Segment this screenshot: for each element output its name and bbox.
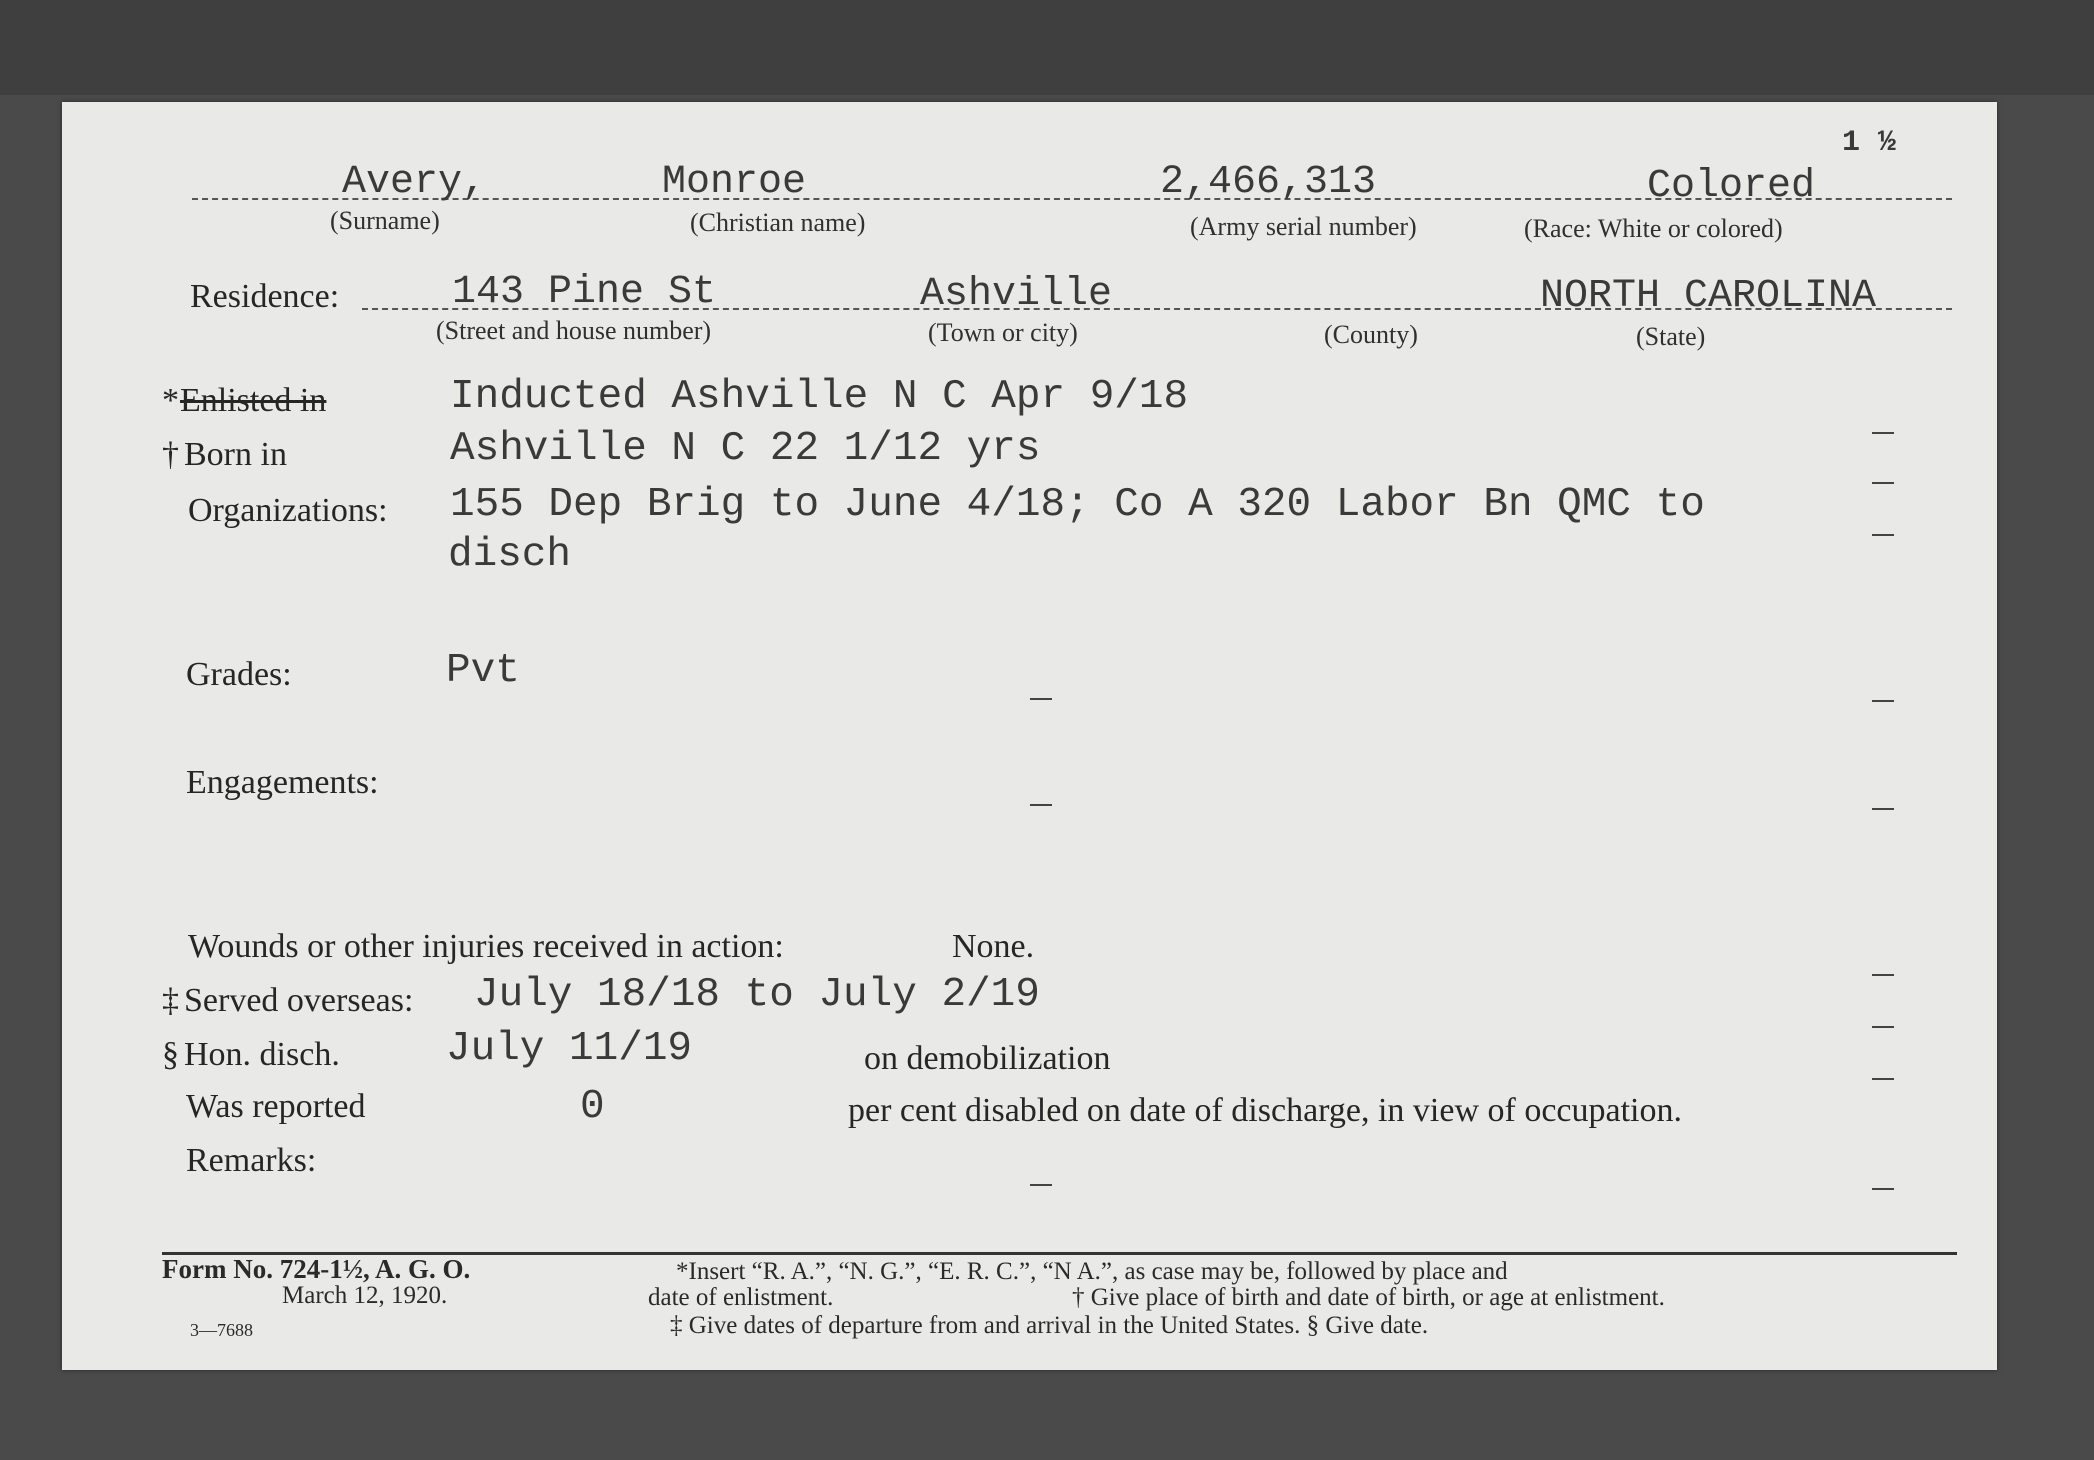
- enlisted-label: Enlisted in: [180, 382, 327, 419]
- discharge-mark: §: [162, 1036, 179, 1073]
- footnote-2a: date of enlistment.: [648, 1284, 834, 1311]
- disabled-text: per cent disabled on date of discharge, in view of occupation.: [848, 1092, 1682, 1129]
- state-caption: (State): [1636, 322, 1706, 351]
- record-card: [62, 102, 1997, 1370]
- organizations-line-1: 155 Dep Brig to June 4/18; Co A 320 Labor Bn QMC to: [450, 482, 1705, 528]
- margin-tick: [1872, 700, 1894, 702]
- army-serial-caption: (Army serial number): [1190, 212, 1417, 241]
- born-mark: †: [162, 436, 179, 473]
- grades-label: Grades:: [186, 656, 292, 693]
- enlisted-value: Inducted Ashville N C Apr 9/18: [450, 374, 1189, 420]
- organizations-label: Organizations:: [188, 492, 388, 529]
- overseas-value: July 18/18 to July 2/19: [474, 972, 1040, 1018]
- discharge-reason: on demobilization: [864, 1040, 1111, 1077]
- army-serial-value: 2,466,313: [1160, 160, 1377, 205]
- form-number: Form No. 724-1½, A. G. O.: [162, 1254, 471, 1284]
- engagements-label: Engagements:: [186, 764, 379, 801]
- discharge-value: July 11/19: [446, 1026, 693, 1072]
- reported-label: Was reported: [186, 1088, 366, 1125]
- margin-tick: [1872, 432, 1894, 434]
- form-date: March 12, 1920.: [282, 1282, 448, 1309]
- enlisted-mark: *: [162, 382, 179, 419]
- scan-background: [0, 0, 2094, 95]
- margin-tick: [1872, 808, 1894, 810]
- surname-value: Avery,: [342, 160, 487, 205]
- organizations-line-2: disch: [448, 532, 572, 578]
- town-value: Ashville: [920, 272, 1113, 317]
- overseas-mark: ‡: [162, 982, 179, 1019]
- street-value: 143 Pine St: [452, 270, 717, 315]
- card-number: 1 ½: [1842, 126, 1897, 160]
- margin-tick: [1030, 804, 1052, 806]
- margin-tick: [1030, 698, 1052, 700]
- margin-tick: [1872, 1026, 1894, 1028]
- residence-label: Residence:: [190, 278, 340, 315]
- print-code: 3—7688: [190, 1320, 253, 1340]
- footnote-3: ‡ Give dates of departure from and arrival in the United States. § Give date.: [670, 1312, 1429, 1339]
- grades-value: Pvt: [446, 648, 520, 694]
- discharge-label: Hon. disch.: [184, 1036, 340, 1073]
- christian-name-value: Monroe: [662, 160, 807, 205]
- margin-tick: [1872, 1188, 1894, 1190]
- race-value: Colored: [1647, 164, 1816, 209]
- street-caption: (Street and house number): [436, 316, 712, 345]
- town-caption: (Town or city): [928, 318, 1078, 347]
- margin-tick: [1872, 974, 1894, 976]
- county-caption: (County): [1324, 320, 1418, 349]
- margin-tick: [1872, 534, 1894, 536]
- christian-name-caption: (Christian name): [690, 208, 866, 237]
- remarks-label: Remarks:: [186, 1142, 317, 1179]
- margin-tick: [1872, 482, 1894, 484]
- margin-tick: [1030, 1184, 1052, 1186]
- margin-tick: [1872, 1078, 1894, 1080]
- overseas-label: Served overseas:: [184, 982, 414, 1019]
- reported-value: 0: [580, 1084, 605, 1130]
- born-value: Ashville N C 22 1/12 yrs: [450, 426, 1041, 472]
- race-caption: (Race: White or colored): [1524, 214, 1783, 243]
- footnote-1: *Insert “R. A.”, “N. G.”, “E. R. C.”, “N A.”, as case may be, followed by place and: [676, 1258, 1508, 1285]
- surname-caption: (Surname): [330, 206, 440, 235]
- born-label: Born in: [184, 436, 287, 473]
- wounds-label: Wounds or other injuries received in action:: [188, 928, 784, 965]
- wounds-value: None.: [952, 928, 1035, 965]
- state-value: NORTH CAROLINA: [1540, 274, 1877, 319]
- footnote-2b: † Give place of birth and date of birth, or age at enlistment.: [1072, 1284, 1665, 1311]
